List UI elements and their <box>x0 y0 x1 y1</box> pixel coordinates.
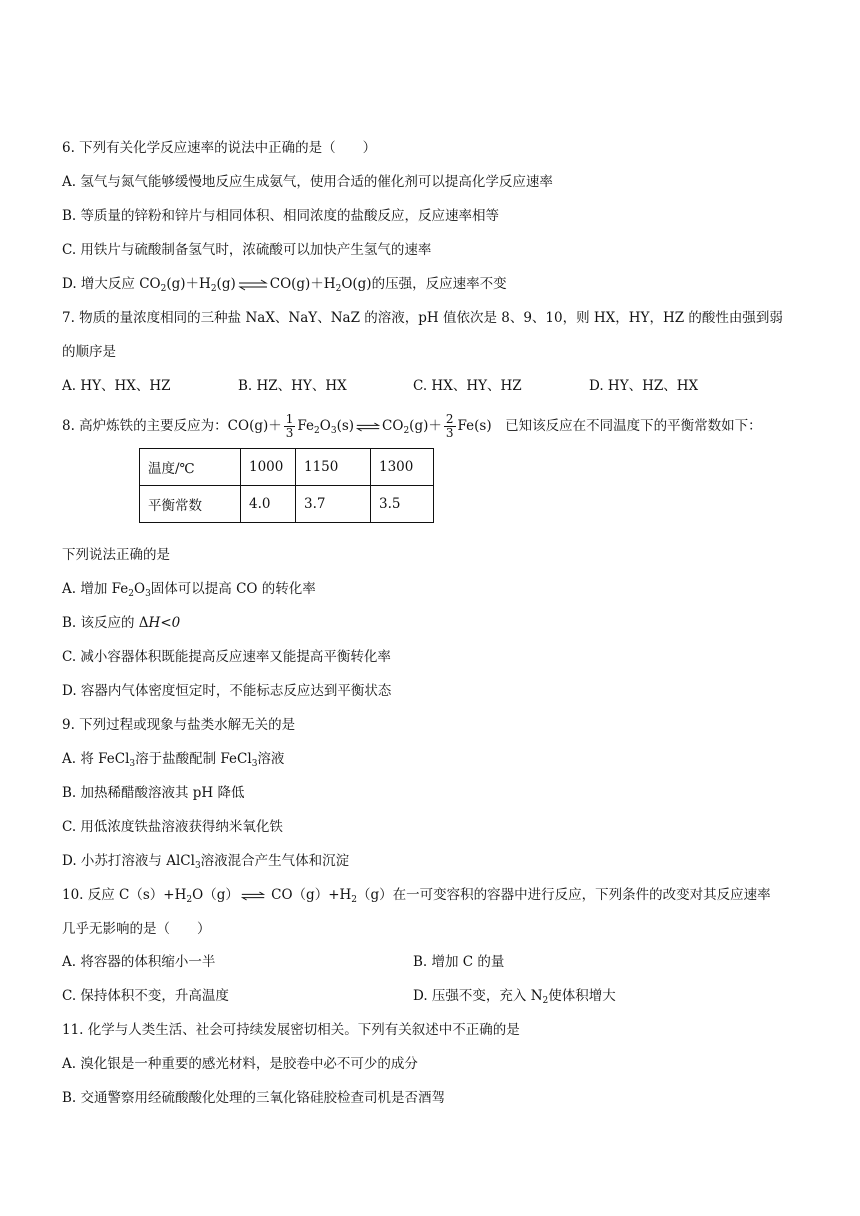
numerator: 1 <box>285 412 294 426</box>
denominator: 3 <box>445 426 454 440</box>
q8-b-text: B. 该反应的 Δ <box>62 615 149 631</box>
subscript: 2 <box>160 284 167 294</box>
q7-option-c: C. HX、HY、HZ <box>413 378 522 394</box>
q8-option-c: C. 减小容器体积既能提高反应速率又能提高平衡转化率 <box>62 649 391 665</box>
q10-option-a: A. 将容器的体积缩小一半 <box>62 954 216 970</box>
subscript: 2 <box>335 284 342 294</box>
subscript: 3 <box>330 426 337 436</box>
table-cell: 3.5 <box>371 486 434 523</box>
subscript: 3 <box>145 589 151 599</box>
table-cell: 平衡常数 <box>140 486 241 523</box>
q8-text: Fe <box>297 418 315 434</box>
q9-a-text: 溶于盐酸配制 FeCl <box>135 751 252 767</box>
q6-d-text: D. 增大反应 CO <box>62 276 161 292</box>
equilibrium-arrow-icon <box>356 421 380 433</box>
subscript: 3 <box>194 861 201 871</box>
q8-ask: 下列说法正确的是 <box>62 547 170 563</box>
q7-option-b: B. HZ、HY、HX <box>238 378 347 394</box>
q10-d-text: 使体积增大 <box>548 988 616 1004</box>
q8-a-text: O <box>133 581 146 597</box>
q8-text: 8. 高炉炼铁的主要反应为：CO(g)＋ <box>62 418 282 434</box>
q10-stem <box>62 885 771 910</box>
q8-option-a <box>62 579 316 604</box>
denominator: 3 <box>285 426 294 440</box>
table-row <box>140 486 434 523</box>
equilibrium-arrow-icon <box>238 279 268 291</box>
fraction <box>444 413 456 440</box>
subscript: 3 <box>251 759 258 769</box>
subscript: 2 <box>542 996 549 1006</box>
q11-option-a: A. 溴化银是一种重要的感光材料，是胶卷中必不可少的成分 <box>62 1056 418 1072</box>
q8-stem <box>62 413 762 444</box>
q8-b-italic: H<0 <box>148 615 181 631</box>
equilibrium-constant-table <box>139 448 434 523</box>
fraction <box>284 413 296 440</box>
table-row <box>140 449 434 486</box>
q7-option-a: A. HY、HX、HZ <box>62 378 171 394</box>
q9-d-text: D. 小苏打溶液与 AlCl <box>62 853 195 869</box>
q10-text: CO（g）+H <box>266 887 352 903</box>
q9-option-c: C. 用低浓度铁盐溶液获得纳米氧化铁 <box>62 819 283 835</box>
q8-a-text: A. 增加 Fe <box>62 581 129 597</box>
q6-d-text: (g)＋H <box>166 276 211 292</box>
q10-option-d <box>413 986 616 1011</box>
q6-option-d <box>62 274 507 299</box>
q10-text: （g）在一可变容积的容器中进行反应，下列条件的改变对其反应速率 <box>357 887 771 903</box>
table-cell: 1150 <box>296 449 371 486</box>
q11-stem: 11. 化学与人类生活、社会可持续发展密切相关。下列有关叙述中不正确的是 <box>62 1022 520 1038</box>
q10-option-b: B. 增加 C 的量 <box>413 954 505 970</box>
q10-text: 10. 反应 C（s）+H <box>62 887 187 903</box>
subscript: 2 <box>210 284 217 294</box>
q6-option-a: A. 氢气与氮气能够缓慢地反应生成氨气，使用合适的催化剂可以提高化学反应速率 <box>62 174 553 190</box>
q8-text: CO <box>382 418 404 434</box>
subscript: 3 <box>129 759 136 769</box>
q8-text: O <box>319 418 331 434</box>
table-cell: 1300 <box>371 449 434 486</box>
q10-text: O（g） <box>192 887 239 903</box>
q10-option-c: C. 保持体积不变，升高温度 <box>62 988 229 1004</box>
numerator: 2 <box>445 412 454 426</box>
q6-d-text: CO(g)＋H <box>269 276 336 292</box>
q8-text: Fe(s) 已知该反应在不同温度下的平衡常数如下： <box>457 418 762 434</box>
q9-a-text: A. 将 FeCl <box>62 751 130 767</box>
q8-option-b <box>62 613 180 633</box>
q10-d-text: D. 压强不变，充入 N <box>413 988 543 1004</box>
table-cell: 温度/℃ <box>140 449 241 486</box>
q6-option-b: B. 等质量的锌粉和锌片与相同体积、相同浓度的盐酸反应，反应速率相等 <box>62 208 500 224</box>
table-cell: 3.7 <box>296 486 371 523</box>
q6-d-text: O(g)的压强，反应速率不变 <box>341 276 507 292</box>
table-cell: 4.0 <box>241 486 296 523</box>
q9-option-a <box>62 749 284 774</box>
equilibrium-arrow-icon <box>241 890 265 902</box>
q7-stem: 7. 物质的量浓度相同的三种盐 NaX、NaY、NaZ 的溶液，pH 值依次是 8、9、10，则 HX，HY，HZ 的酸性由强到弱 <box>62 310 783 326</box>
q9-option-b: B. 加热稀醋酸溶液其 pH 降低 <box>62 785 245 801</box>
q11-option-b: B. 交通警察用经硫酸酸化处理的三氧化铬硅胶检查司机是否酒驾 <box>62 1090 446 1106</box>
subscript: 2 <box>314 426 320 436</box>
table-cell: 1000 <box>241 449 296 486</box>
q8-a-text: 固体可以提高 CO 的转化率 <box>150 581 316 597</box>
q10-stem-cont: 几乎无影响的是（ ） <box>62 921 211 937</box>
subscript: 2 <box>351 895 358 905</box>
q7-option-d: D. HY、HZ、HX <box>589 378 699 394</box>
q8-option-d: D. 容器内气体密度恒定时，不能标志反应达到平衡状态 <box>62 683 392 699</box>
q6-stem: 6. 下列有关化学反应速率的说法中正确的是（ ） <box>62 140 377 156</box>
q9-stem: 9. 下列过程或现象与盐类水解无关的是 <box>62 717 296 733</box>
q9-a-text: 溶液 <box>257 751 285 767</box>
q6-option-c: C. 用铁片与硫酸制备氢气时，浓硫酸可以加快产生氢气的速率 <box>62 242 432 258</box>
subscript: 2 <box>403 426 410 436</box>
q8-text: (g)＋ <box>409 418 442 434</box>
subscript: 2 <box>128 589 134 599</box>
q9-d-text: 溶液混合产生气体和沉淀 <box>200 853 350 869</box>
q6-d-text: (g) <box>216 276 236 292</box>
subscript: 2 <box>186 895 193 905</box>
q8-text: (s) <box>336 418 355 434</box>
q9-option-d <box>62 851 349 876</box>
q7-stem-cont: 的顺序是 <box>62 344 116 360</box>
